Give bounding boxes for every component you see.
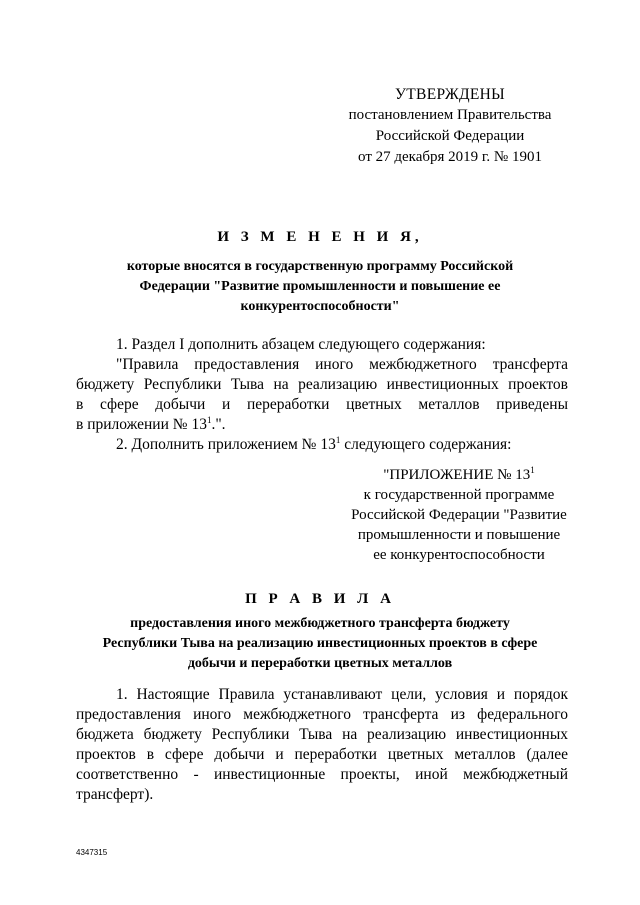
item-1-quote-tail: .". (211, 416, 226, 433)
approval-heading: УТВЕРЖДЕНЫ (395, 86, 505, 103)
changes-subtitle-line: которые вносятся в государственную программу Российской (126, 259, 514, 274)
changes-subtitle (60, 257, 580, 317)
appendix-title-text: "ПРИЛОЖЕНИЕ № 13 (383, 467, 531, 483)
changes-subtitle-line: Федерации "Развитие промышленности и повышение ее (139, 279, 501, 294)
rule-1-line: предоставления иного межбюджетного трансферта из федерального (76, 706, 568, 723)
rules-subtitle-line: добычи и переработки цветных металлов (187, 656, 453, 671)
appendix-line: к государственной программе (363, 487, 555, 503)
rule-1 (76, 685, 568, 805)
item-1-quote-line (76, 415, 568, 435)
item-1-quote-line: бюджету Республики Тыва на реализацию инвестиционных проектов (76, 376, 568, 393)
approval-line: Российской Федерации (375, 128, 525, 144)
rule-1-line: 1. Настоящие Правила устанавливают цели, условия и порядок (116, 686, 568, 703)
item-2 (76, 435, 568, 455)
rules-subtitle-line: Республики Тыва на реализацию инвестиционных проектов в сфере (102, 636, 538, 651)
changes-title: И З М Е Н Е Н И Я, (217, 229, 423, 245)
item-1-lead: 1. Раздел I дополнить абзацем следующего содержания: (116, 336, 486, 353)
superscript: 1 (335, 435, 341, 445)
rule-1-line: бюджета бюджету Республики Тыва на реализацию инвестиционных (76, 726, 568, 743)
rules-title: П Р А В И Л А (245, 591, 395, 607)
appendix-title (330, 465, 588, 485)
appendix-header (330, 465, 588, 565)
rules-subtitle-line: предоставления иного межбюджетного трансферта бюджету (130, 616, 510, 631)
item-2-text: 2. Дополнить приложением № 13 (116, 436, 336, 453)
approval-block (300, 84, 600, 168)
rule-1-line: соответственно - инвестиционные проекты, иной межбюджетный (76, 766, 568, 783)
superscript: 1 (206, 415, 212, 425)
changes-subtitle-line: конкурентоспособности" (240, 299, 400, 314)
item-1-quote-line: в сфере добычи и переработки цветных металлов приведены (76, 396, 568, 413)
item-1 (76, 335, 568, 455)
approval-date-line: от 27 декабря 2019 г. № 1901 (358, 149, 542, 165)
superscript: 1 (530, 465, 535, 475)
item-1-quote-text: в приложении № 13 (76, 416, 207, 433)
document-number: 4347315 (76, 848, 108, 857)
appendix-line: промышленности и повышение (357, 527, 561, 543)
item-1-quote-line: "Правила предоставления иного межбюджетного трансферта (116, 356, 568, 373)
rule-1-line: трансферт). (76, 786, 154, 803)
appendix-line: Российской Федерации "Развитие (351, 507, 567, 523)
appendix-line: ее конкурентоспособности (373, 547, 545, 563)
approval-line: постановлением Правительства (348, 107, 552, 123)
item-2-tail: следующего содержания: (340, 436, 512, 453)
rule-1-line: проектов в сфере добычи и переработки цветных металлов (далее (76, 746, 568, 763)
rules-subtitle (60, 614, 580, 674)
